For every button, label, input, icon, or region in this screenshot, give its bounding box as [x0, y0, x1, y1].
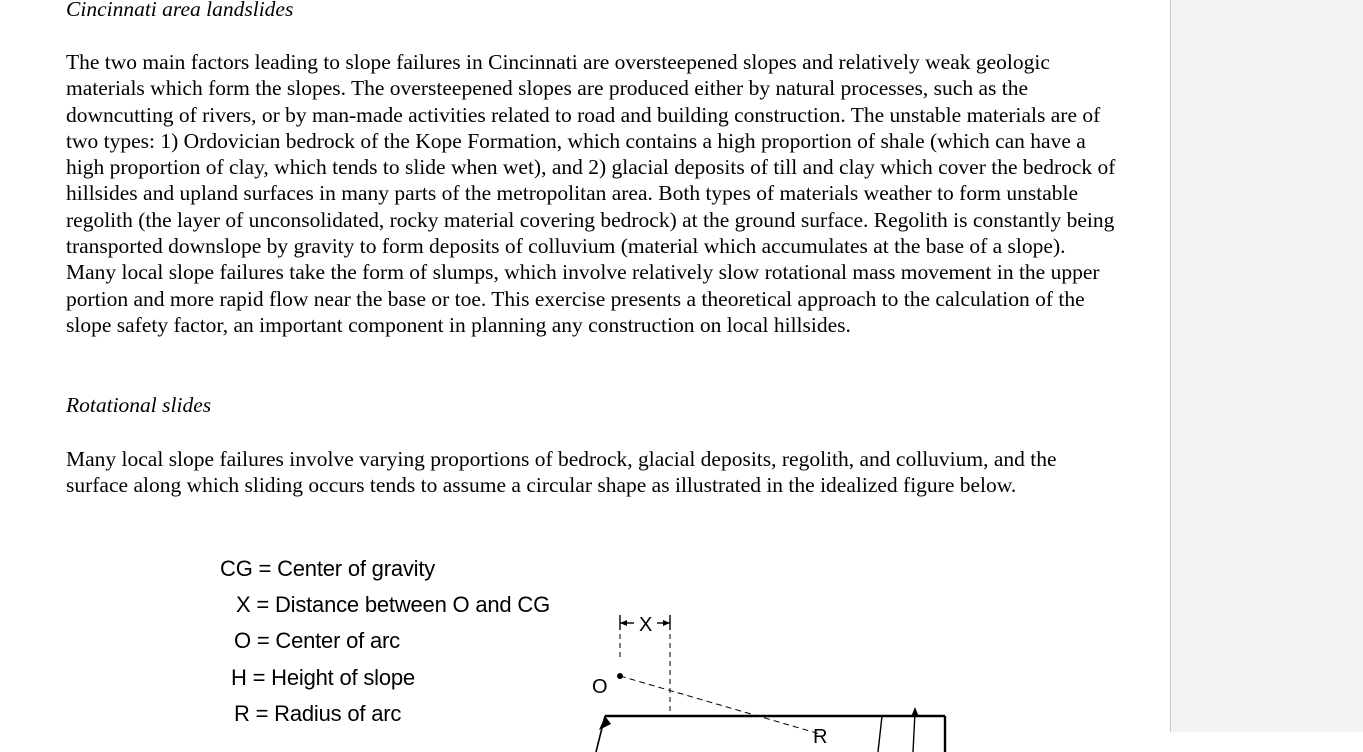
- r-label: R: [813, 726, 828, 748]
- radius-line: [620, 676, 820, 734]
- slope-diagram: [210, 552, 970, 752]
- o-label: O: [592, 676, 608, 698]
- legend-x: X = Distance between O and CG: [236, 592, 550, 617]
- x-dimension-marker: [620, 614, 670, 636]
- paragraph-landslides: The two main factors leading to slope failures in Cincinnati are oversteepened slopes and relatively weak geologic materials which form the slopes. The oversteepened slopes are produced either by natural processes, such as the downcutting of rivers, or by man-made activities related to road and building construction. The unstable materials are of two types: 1) Ordovician bedrock of the Kope Formation, which contains a high proportion of shale (which can have a high proportion of clay, which tends to slide when wet), and 2) glacial deposits of till and clay which cover the bedrock of hillsides and upland surfaces in many parts of the metropolitan area. Both types of materials weather to form unstable regolith (the layer of unconsolidated, rocky material covering bedrock) at the ground surface. Regolith is constantly being transported downslope by gravity to form deposits of colluvium (material which accumulates at the base of a slope). Many local slope failures take the form of slumps, which involve relatively slow rotational mass movement in the upper portion and more rapid flow near the base or toe. This exercise presents a theoretical approach to the calculation of the slope safety factor, an important component in planning any construction on local hillsides.: [66, 50, 1116, 337]
- legend-o: O = Center of arc: [234, 628, 400, 653]
- section-heading-landslides: Cincinnati area landslides: [66, 0, 294, 21]
- x-label: X: [639, 614, 653, 636]
- comment-pane: [1170, 0, 1363, 732]
- surface-mark-arrow: [911, 707, 919, 717]
- section-heading-rotational-slides: Rotational slides: [66, 393, 212, 417]
- height-line: [596, 716, 605, 752]
- paragraph-rotational-slides: Many local slope failures involve varying proportions of bedrock, glacial deposits, regolith, and colluvium, and the surface along which sliding occurs tends to assume a circular shape as illustrated in the idealized figure below.: [66, 447, 1057, 498]
- legend-r: R = Radius of arc: [234, 701, 402, 726]
- slope-figure: [210, 552, 970, 752]
- surface-mark-1: [878, 716, 882, 752]
- surface-mark-2: [913, 712, 915, 752]
- legend-h: H = Height of slope: [231, 665, 415, 690]
- legend-cg: CG = Center of gravity: [220, 556, 436, 581]
